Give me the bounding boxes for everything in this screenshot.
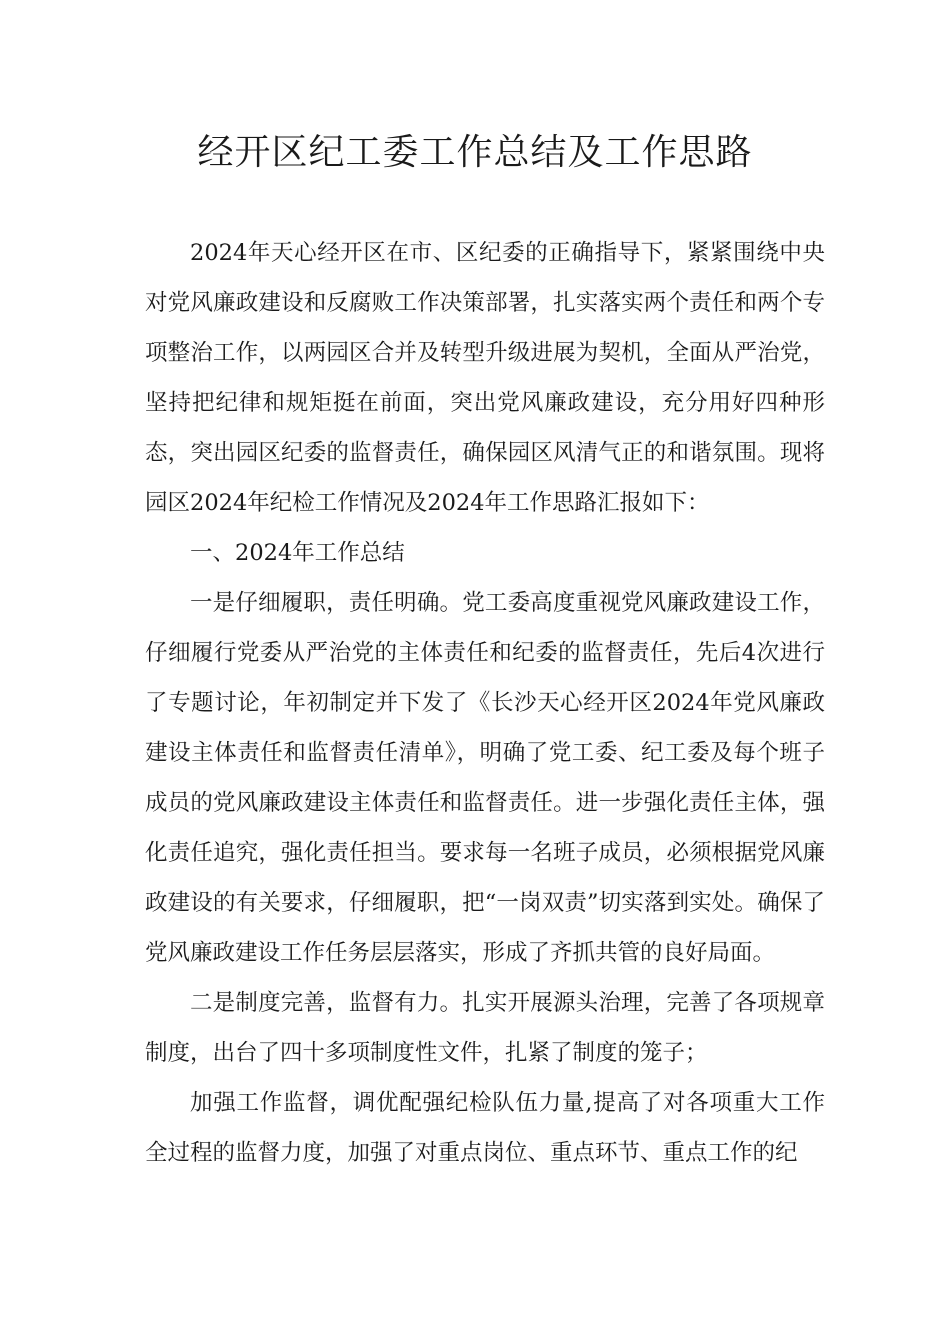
document-title: 经开区纪工委工作总结及工作思路 [197, 132, 753, 173]
document-body [145, 228, 825, 1178]
paragraph-supervision: 加强工作监督，调优配强纪检队伍力量,提高了对各项重大工作全过程的监督力度，加强了对重点岗位、重点环节、重点工作的纪 [145, 1090, 825, 1166]
intro-paragraph: 2024年天心经开区在市、区纪委的正确指导下，紧紧围绕中央对党风廉政建设和反腐败工作决策部署，扎实落实两个责任和两个专项整治工作，以两园区合并及转型升级进展为契机，全面从严治党，坚持把纪律和规矩挺在前面，突出党风廉政建设，充分用好四种形态，突出园区纪委的监督责任，确保园区风清气正的和谐氛围。现将园区2024年纪检工作情况及2024年工作思路汇报如下： [145, 240, 825, 516]
paragraph-system: 二是制度完善，监督有力。扎实开展源头治理，完善了各项规章制度，出台了四十多项制度性文件，扎紧了制度的笼子； [145, 990, 825, 1066]
paragraph-responsibility: 一是仔细履职，责任明确。党工委高度重视党风廉政建设工作，仔细履行党委从严治党的主体责任和纪委的监督责任，先后4次进行了专题讨论，年初制定并下发了《长沙天心经开区2024年党风廉政建设主体责任和监督责任清单》，明确了党工委、纪工委及每个班子成员的党风廉政建设主体责任和监督责任。进一步强化责任主体，强化责任追究，强化责任担当。要求每一名班子成员，必须根据党风廉政建设的有关要求，仔细履职，把“一岗双责”切实落到实处。确保了党风廉政建设工作任务层层落实，形成了齐抓共管的良好局面。 [145, 590, 825, 966]
section-heading: 一、2024年工作总结 [190, 540, 405, 566]
